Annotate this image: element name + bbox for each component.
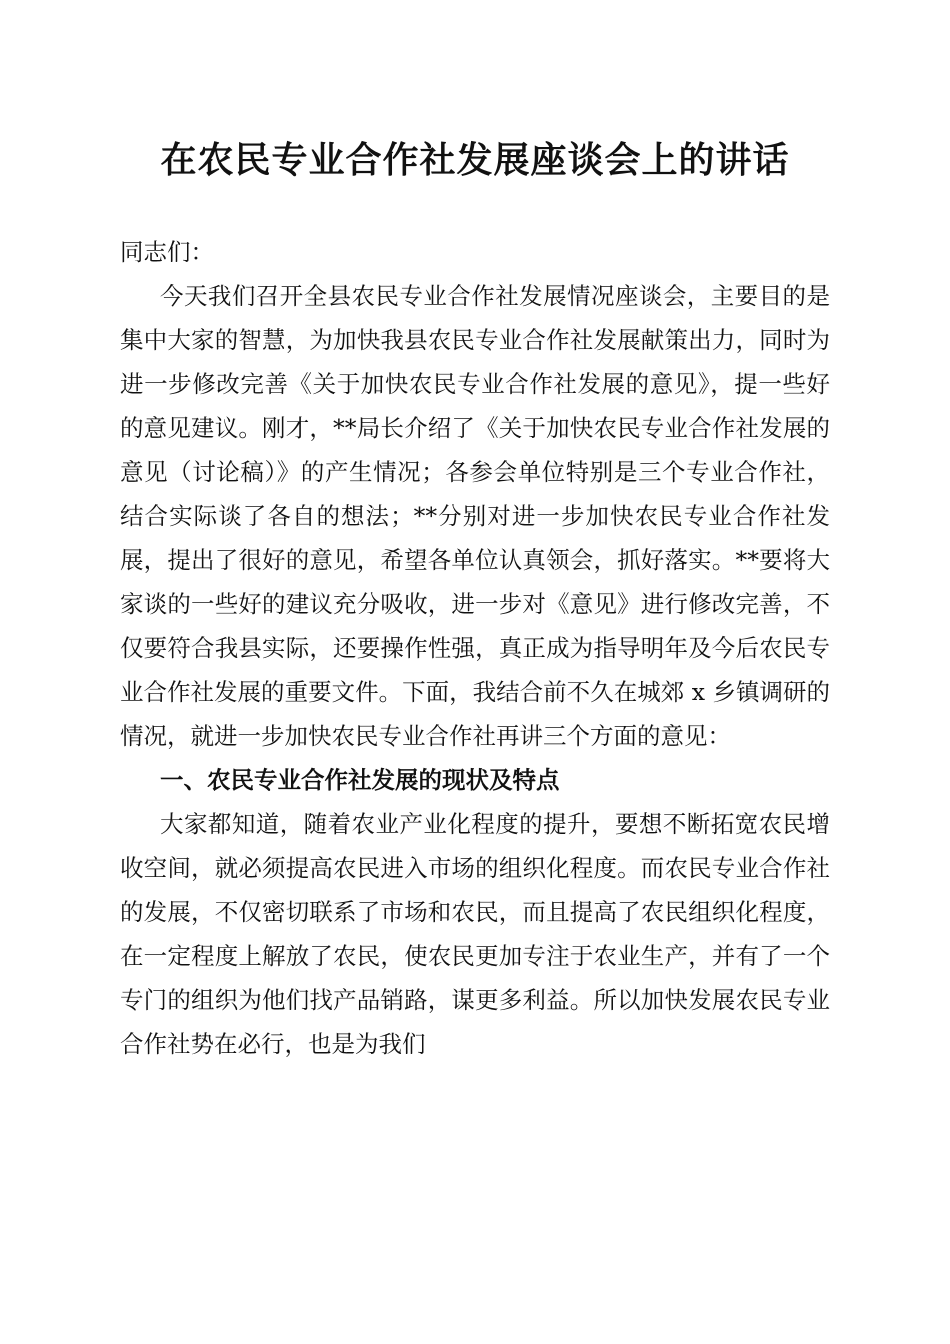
- paragraph-section-1: 大家都知道，随着农业产业化程度的提升，要想不断拓宽农民增收空间，就必须提高农民进入市场的组织化程度。而农民专业合作社的发展，不仅密切联系了市场和农民，而且提高了农民组织化程度，在一定程度上解放了农民，使农民更加专注于农业生产，并有了一个专门的组织为他们找产品销路，谋更多利益。所以加快发展农民专业合作社势在必行，也是为我们: [120, 810, 830, 1058]
- section-heading-1: 一、农民专业合作社发展的现状及特点: [160, 766, 560, 794]
- salutation: 同志们：: [120, 238, 214, 266]
- paragraph-intro: 今天我们召开全县农民专业合作社发展情况座谈会，主要目的是集中大家的智慧，为加快我县农民专业合作社发展献策出力，同时为进一步修改完善《关于加快农民专业合作社发展的意见》，提一些好的意见建议。刚才，**局长介绍了《关于加快农民专业合作社发展的意见（讨论稿）》的产生情况；各参会单位特别是三个专业合作社，结合实际谈了各自的想法；**分别对进一步加快农民专业合作社发展，提出了很好的意见，希望各单位认真领会，抓好落实。**要将大家谈的一些好的建议充分吸收，进一步对《意见》进行修改完善，不仅要符合我县实际，还要操作性强，真正成为指导明年及今后农民专业合作社发展的重要文件。下面，我结合前不久在城郊 x 乡镇调研的情况，就进一步加快农民专业合作社再讲三个方面的意见：: [120, 282, 830, 750]
- document-body: [120, 230, 830, 1066]
- document-title: 在农民专业合作社发展座谈会上的讲话: [160, 139, 790, 181]
